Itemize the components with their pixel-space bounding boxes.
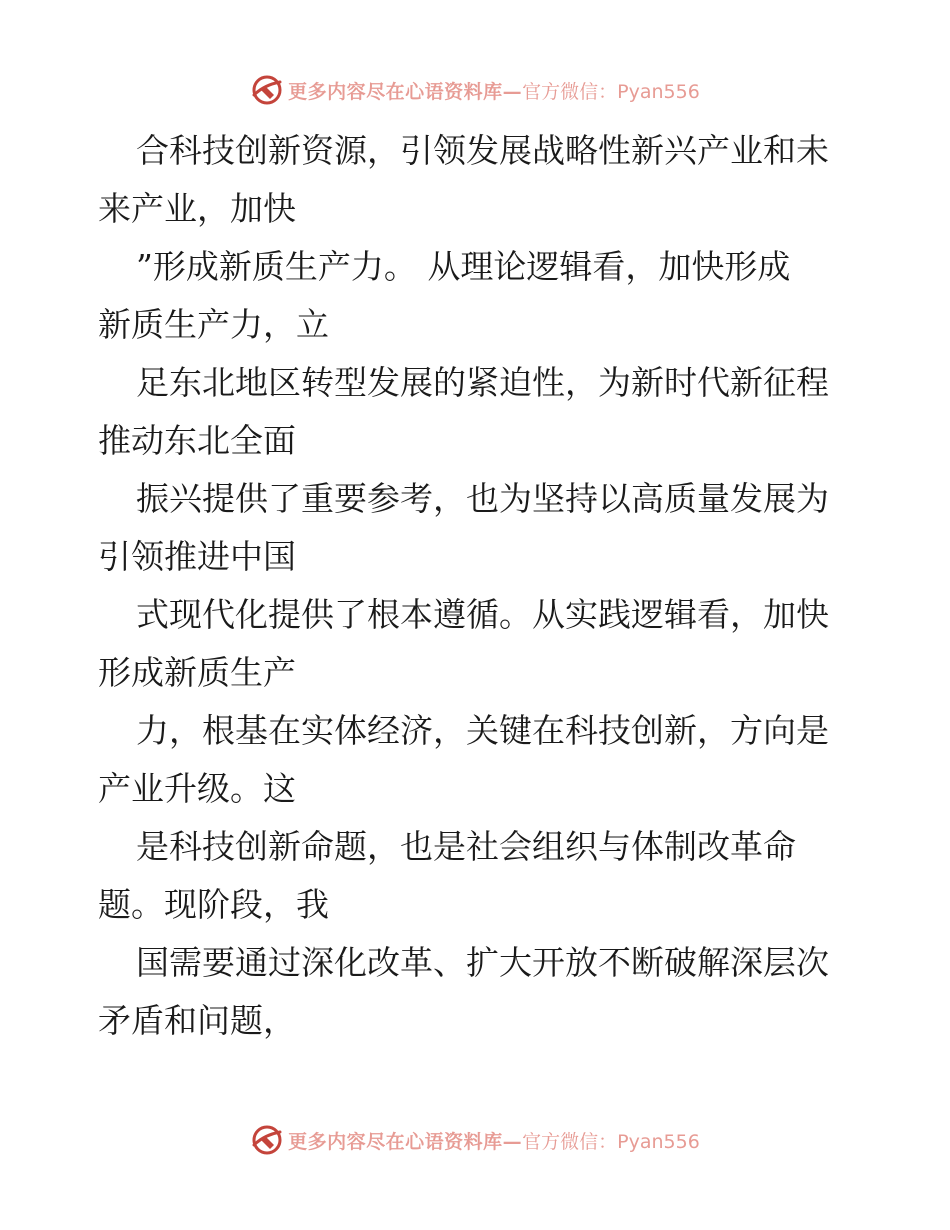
text-line: 式现代化提供了根本遵循。从实践逻辑看，加快: [136, 595, 829, 634]
text-line: 矛盾和问题，: [98, 1001, 296, 1040]
text-line: 足东北地区转型发展的紧迫性，为新时代新征程: [136, 363, 829, 402]
footer-banner-wechat: 官方微信：Pyan556: [522, 1130, 700, 1153]
text-line: 是科技创新命题，也是社会组织与体制改革命: [136, 827, 796, 866]
footer-banner: [0, 1120, 950, 1160]
text-line: 推动东北全面: [98, 421, 296, 460]
header-banner-text: 更多内容尽在心语资料库—: [288, 80, 523, 103]
text-line: 产业升级。这: [98, 769, 296, 808]
header-banner: [0, 70, 950, 110]
text-line: 振兴提供了重要参考，也为坚持以高质量发展为: [136, 479, 829, 518]
text-line: 力，根基在实体经济，关键在科技创新，方向是: [136, 711, 829, 750]
pen-logo-icon: [250, 1123, 284, 1157]
text-line: 引领推进中国: [98, 537, 296, 576]
header-banner-wechat: 官方微信：Pyan556: [522, 80, 700, 103]
footer-banner-text: 更多内容尽在心语资料库—: [288, 1130, 523, 1153]
text-line: 国需要通过深化改革、扩大开放不断破解深层次: [136, 943, 829, 982]
text-line: 来产业，加快: [98, 189, 296, 228]
text-line: 合科技创新资源，引领发展战略性新兴产业和未: [136, 131, 829, 170]
text-line: ”形成新质生产力。 从理论逻辑看，加快形成: [136, 247, 791, 286]
body-text: [98, 122, 858, 1050]
text-line: 新质生产力，立: [98, 305, 329, 344]
text-line: 形成新质生产: [98, 653, 296, 692]
text-line: 题。现阶段，我: [98, 885, 329, 924]
pen-logo-icon: [250, 73, 284, 107]
